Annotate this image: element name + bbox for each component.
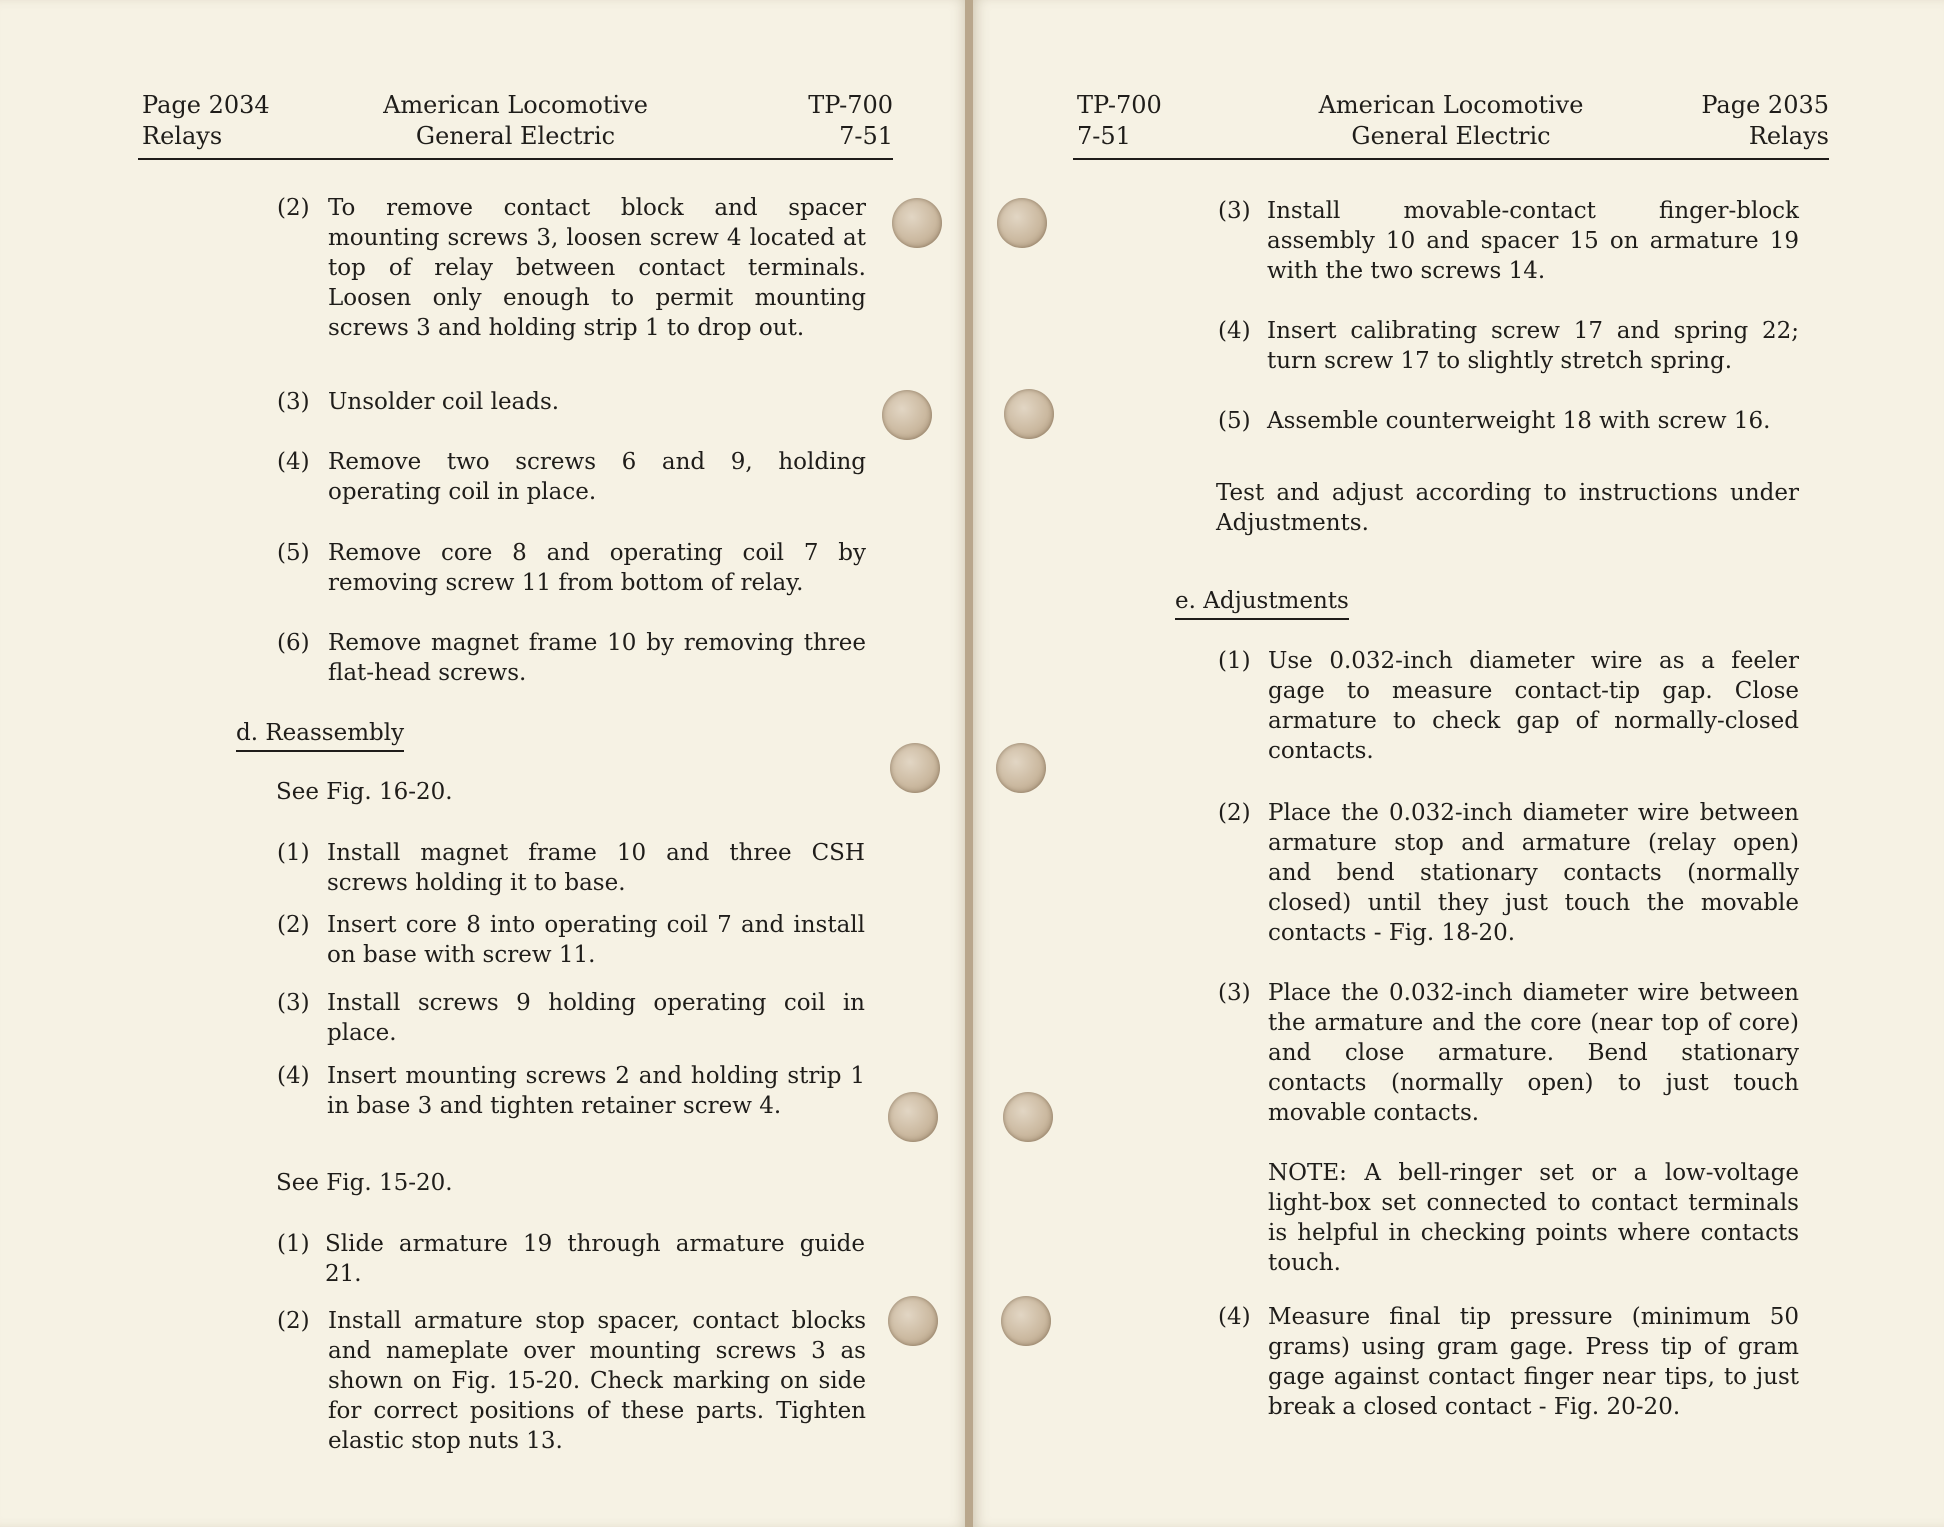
item-text: Place the 0.032-inch diameter wire between armature stop and armature (relay open) and bend stationary contacts (normally closed) until they just touch the movable contacts - Fig. 18-20. bbox=[1268, 800, 1799, 946]
item-number: (5) bbox=[1218, 408, 1251, 434]
item-number: (3) bbox=[277, 389, 310, 415]
figure-reference: See Fig. 15-20. bbox=[276, 1170, 453, 1196]
item-number: (5) bbox=[277, 540, 310, 566]
page-number: Page 2034 bbox=[142, 91, 270, 119]
doc-code: TP-700 bbox=[808, 91, 893, 119]
page-number: Page 2035 bbox=[1701, 91, 1829, 119]
item-text: Assemble counterweight 18 with screw 16. bbox=[1267, 408, 1771, 434]
item-number: (2) bbox=[277, 195, 310, 221]
item-text: Install armature stop spacer, contact blocks and nameplate over mounting screws 3 as shown on Fig. 15-20. Check marking on side for correct positions of these parts. Tighten elastic stop nuts 13. bbox=[328, 1308, 866, 1454]
item-number: (2) bbox=[277, 1308, 310, 1334]
item-number: (4) bbox=[277, 449, 310, 475]
item-number: (2) bbox=[1218, 800, 1251, 826]
item-text: Install magnet frame 10 and three CSH screws holding it to base. bbox=[327, 840, 865, 896]
doc-date: 7-51 bbox=[1077, 122, 1131, 150]
item-number: (2) bbox=[277, 912, 310, 938]
binder-hole bbox=[890, 743, 940, 793]
item-number: (3) bbox=[1218, 198, 1251, 224]
item-text: Use 0.032-inch diameter wire as a feeler gage to measure contact-tip gap. Close armature to check gap of normally-closed contacts. bbox=[1268, 648, 1799, 764]
page-header bbox=[1073, 90, 1829, 160]
right-page bbox=[973, 0, 1944, 1527]
header-right bbox=[1701, 90, 1829, 152]
item-text: Remove two screws 6 and 9, holding operating coil in place. bbox=[328, 449, 866, 505]
doc-code: TP-700 bbox=[1077, 91, 1162, 119]
item-number: (1) bbox=[277, 840, 310, 866]
item-number: (3) bbox=[1218, 980, 1251, 1006]
publisher-line-2: General Electric bbox=[1351, 122, 1551, 150]
binder-hole bbox=[882, 390, 932, 440]
publisher-line-1: American Locomotive bbox=[1318, 91, 1584, 119]
item-number: (4) bbox=[277, 1063, 310, 1089]
binder-hole bbox=[1003, 1092, 1053, 1142]
header-center bbox=[138, 90, 893, 152]
item-text: To remove contact block and spacer mounting screws 3, loosen screw 4 located at top of relay between contact terminals. Loosen only enough to permit mounting screws 3 and holding strip 1 to drop out. bbox=[328, 195, 866, 341]
item-text: Install screws 9 holding operating coil in place. bbox=[327, 990, 865, 1046]
item-number: (3) bbox=[277, 990, 310, 1016]
item-text: Unsolder coil leads. bbox=[328, 389, 560, 415]
binder-hole bbox=[1001, 1296, 1051, 1346]
section-heading: e. Adjustments bbox=[1175, 586, 1349, 620]
header-right bbox=[808, 90, 893, 152]
item-text: Slide armature 19 through armature guide 21. bbox=[325, 1231, 865, 1287]
item-number: (1) bbox=[277, 1231, 310, 1257]
item-text: Remove magnet frame 10 by removing three flat-head screws. bbox=[328, 630, 866, 686]
test-instruction: Test and adjust according to instructions under Adjustments. bbox=[1216, 480, 1799, 536]
item-number: (4) bbox=[1218, 1304, 1251, 1330]
section-name: Relays bbox=[142, 122, 223, 150]
binder-hole bbox=[888, 1296, 938, 1346]
figure-reference: See Fig. 16-20. bbox=[276, 779, 453, 805]
item-text: Insert calibrating screw 17 and spring 22; turn screw 17 to slightly stretch spring. bbox=[1267, 318, 1799, 374]
item-number: (4) bbox=[1218, 318, 1251, 344]
item-number: (1) bbox=[1218, 648, 1251, 674]
binder-hole bbox=[1004, 389, 1054, 439]
item-text: Insert core 8 into operating coil 7 and install on base with screw 11. bbox=[327, 912, 865, 968]
note-paragraph: NOTE: A bell-ringer set or a low-voltage light-box set connected to contact terminals is helpful in checking points where contacts touch. bbox=[1268, 1160, 1799, 1276]
page-header bbox=[138, 90, 893, 160]
publisher-line-1: American Locomotive bbox=[383, 91, 648, 119]
item-number: (6) bbox=[277, 630, 310, 656]
binder-hole bbox=[892, 198, 942, 248]
item-text: Measure final tip pressure (minimum 50 grams) using gram gage. Press tip of gram gage against contact finger near tips, to just break a closed contact - Fig. 20-20. bbox=[1268, 1304, 1799, 1420]
binder-hole bbox=[997, 198, 1047, 248]
section-heading: d. Reassembly bbox=[236, 718, 404, 752]
item-text: Insert mounting screws 2 and holding strip 1 in base 3 and tighten retainer screw 4. bbox=[327, 1063, 865, 1119]
publisher-line-2: General Electric bbox=[415, 122, 616, 150]
binder-hole bbox=[888, 1092, 938, 1142]
left-page bbox=[0, 0, 967, 1527]
section-name: Relays bbox=[1748, 122, 1829, 150]
item-text: Install movable-contact finger-block assembly 10 and spacer 15 on armature 19 with the two screws 14. bbox=[1267, 198, 1799, 284]
binder-hole bbox=[996, 743, 1046, 793]
item-text: Place the 0.032-inch diameter wire between the armature and the core (near top of core) and close armature. Bend stationary contacts (normally open) to just touch movable contacts. bbox=[1268, 980, 1799, 1126]
item-text: Remove core 8 and operating coil 7 by removing screw 11 from bottom of relay. bbox=[328, 540, 866, 596]
doc-date: 7-51 bbox=[839, 122, 893, 150]
